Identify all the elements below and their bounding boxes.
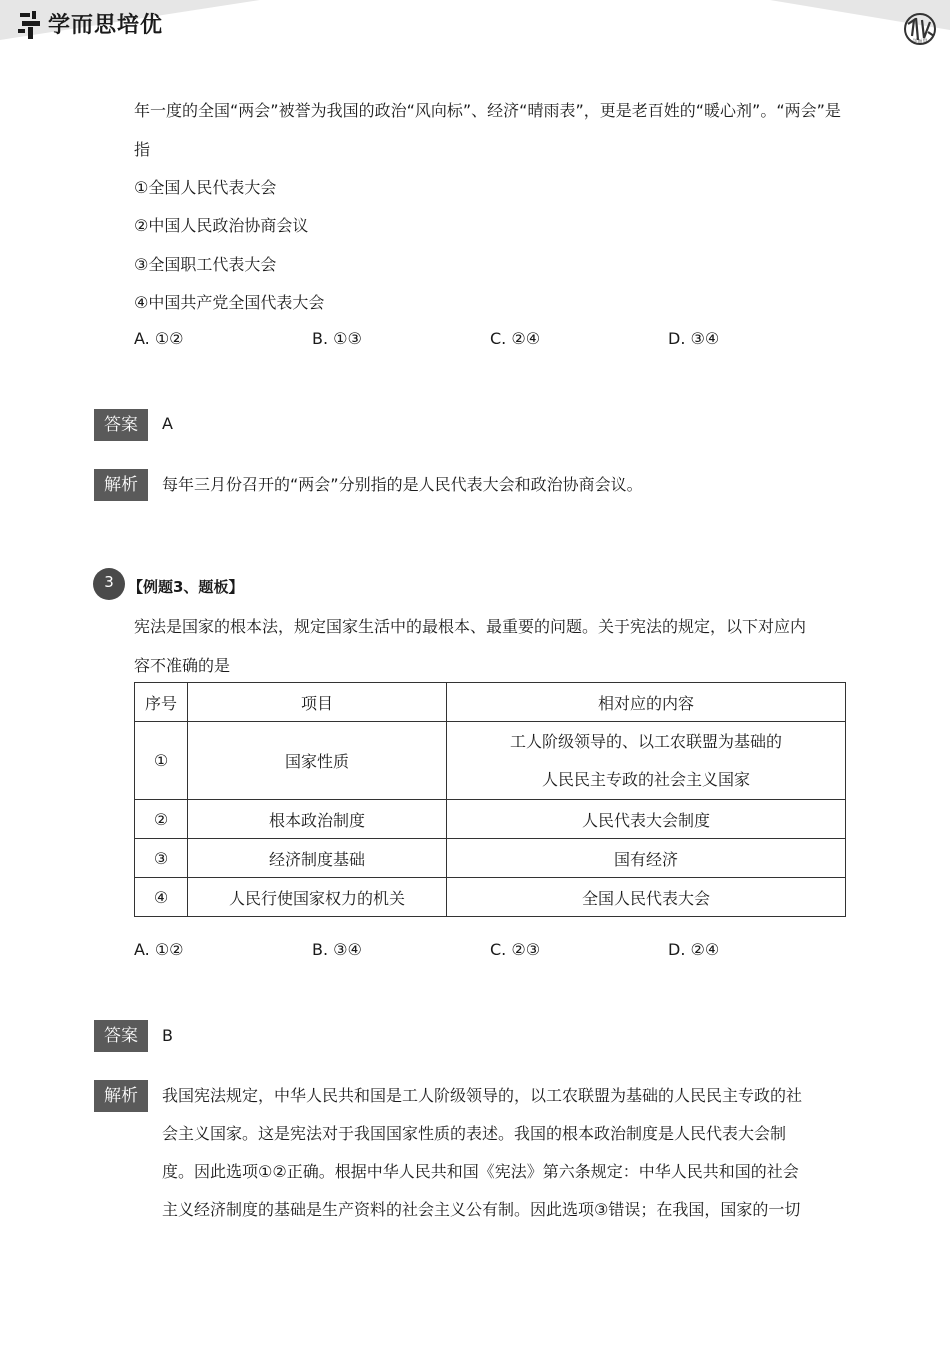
table-cell-line: 人民民主专政的社会主义国家 <box>541 769 750 789</box>
table-cell: ② <box>135 800 188 839</box>
option-d[interactable]: D. ③④ <box>668 329 720 348</box>
table-cell <box>447 722 846 800</box>
table-cell-line: 工人阶级领导的、以工农联盟为基础的 <box>509 731 782 751</box>
table-header: 相对应的内容 <box>447 683 846 722</box>
table-cell: 全国人民代表大会 <box>447 878 846 917</box>
option-c[interactable]: C. ②④ <box>490 329 541 348</box>
table-row <box>135 839 846 878</box>
question-title: 【例题3、题板】 <box>128 578 244 596</box>
question-stem: 年一度的全国“两会”被誉为我国的政治“风向标”、经济“晴雨表”，更是老百姓的“暖心剂”。“两会”是 <box>134 101 841 120</box>
table-cell: ③ <box>135 839 188 878</box>
option-a[interactable]: A. ①② <box>134 329 184 348</box>
analysis-line: 我国宪法规定，中华人民共和国是工人阶级领导的，以工农联盟为基础的人民民主专政的社 <box>162 1086 803 1105</box>
option-c[interactable]: C. ②③ <box>490 940 541 959</box>
svg-text:学而思: 学而思 <box>912 39 928 45</box>
analysis-line: 主义经济制度的基础是生产资料的社会主义公有制。因此选项③错误；在我国，国家的一切 <box>162 1200 801 1219</box>
table-cell: 人民代表大会制度 <box>447 800 846 839</box>
brand-logo <box>18 8 163 39</box>
table-cell: 经济制度基础 <box>188 839 447 878</box>
table-row <box>135 800 846 839</box>
analysis-label: 解析 <box>94 1080 148 1112</box>
analysis-text: 每年三月份召开的“两会”分别指的是人民代表大会和政治协商会议。 <box>162 475 643 494</box>
question-number: 3 <box>93 568 125 600</box>
question-stem-cont: 指 <box>134 140 151 159</box>
table-cell: 国家性质 <box>188 722 447 800</box>
analysis-line: 度。因此选项①②正确。根据中华人民共和国《宪法》第六条规定：中华人民共和国的社会 <box>162 1162 799 1181</box>
table-cell: ① <box>135 722 188 800</box>
brand-mark-icon <box>18 9 44 39</box>
analysis-text <box>162 1077 842 1229</box>
answer-label: 答案 <box>94 1020 148 1052</box>
list-item: ②中国人民政治协商会议 <box>134 216 309 235</box>
table-header-row <box>135 683 846 722</box>
option-b[interactable]: B. ①③ <box>312 329 362 348</box>
constitution-table <box>134 682 846 917</box>
analysis-line: 会主义国家。这是宪法对于我国国家性质的表述。我国的根本政治制度是人民代表大会制 <box>162 1124 787 1143</box>
brand-name: 学而思培优 <box>48 13 164 38</box>
answer-label: 答案 <box>94 409 148 441</box>
answer-value: B <box>162 1026 173 1045</box>
question-stem-cont: 容不准确的是 <box>134 656 231 675</box>
analysis-label: 解析 <box>94 469 148 501</box>
list-item: ①全国人民代表大会 <box>134 178 277 197</box>
option-b[interactable]: B. ③④ <box>312 940 362 959</box>
option-a[interactable]: A. ①② <box>134 940 184 959</box>
table-cell: ④ <box>135 878 188 917</box>
table-row <box>135 878 846 917</box>
answer-value: A <box>162 414 173 433</box>
table-cell: 人民行使国家权力的机关 <box>188 878 447 917</box>
list-item: ③全国职工代表大会 <box>134 255 277 274</box>
question-stem: 宪法是国家的根本法，规定国家生活中的最根本、最重要的问题。关于宪法的规定，以下对应内 <box>134 617 807 636</box>
list-item: ④中国共产党全国代表大会 <box>134 293 325 312</box>
table-header: 序号 <box>135 683 188 722</box>
table-row <box>135 722 846 800</box>
table-header: 项目 <box>188 683 447 722</box>
table-cell: 国有经济 <box>447 839 846 878</box>
option-d[interactable]: D. ②④ <box>668 940 720 959</box>
table-cell: 根本政治制度 <box>188 800 447 839</box>
school-badge-icon <box>902 12 938 46</box>
